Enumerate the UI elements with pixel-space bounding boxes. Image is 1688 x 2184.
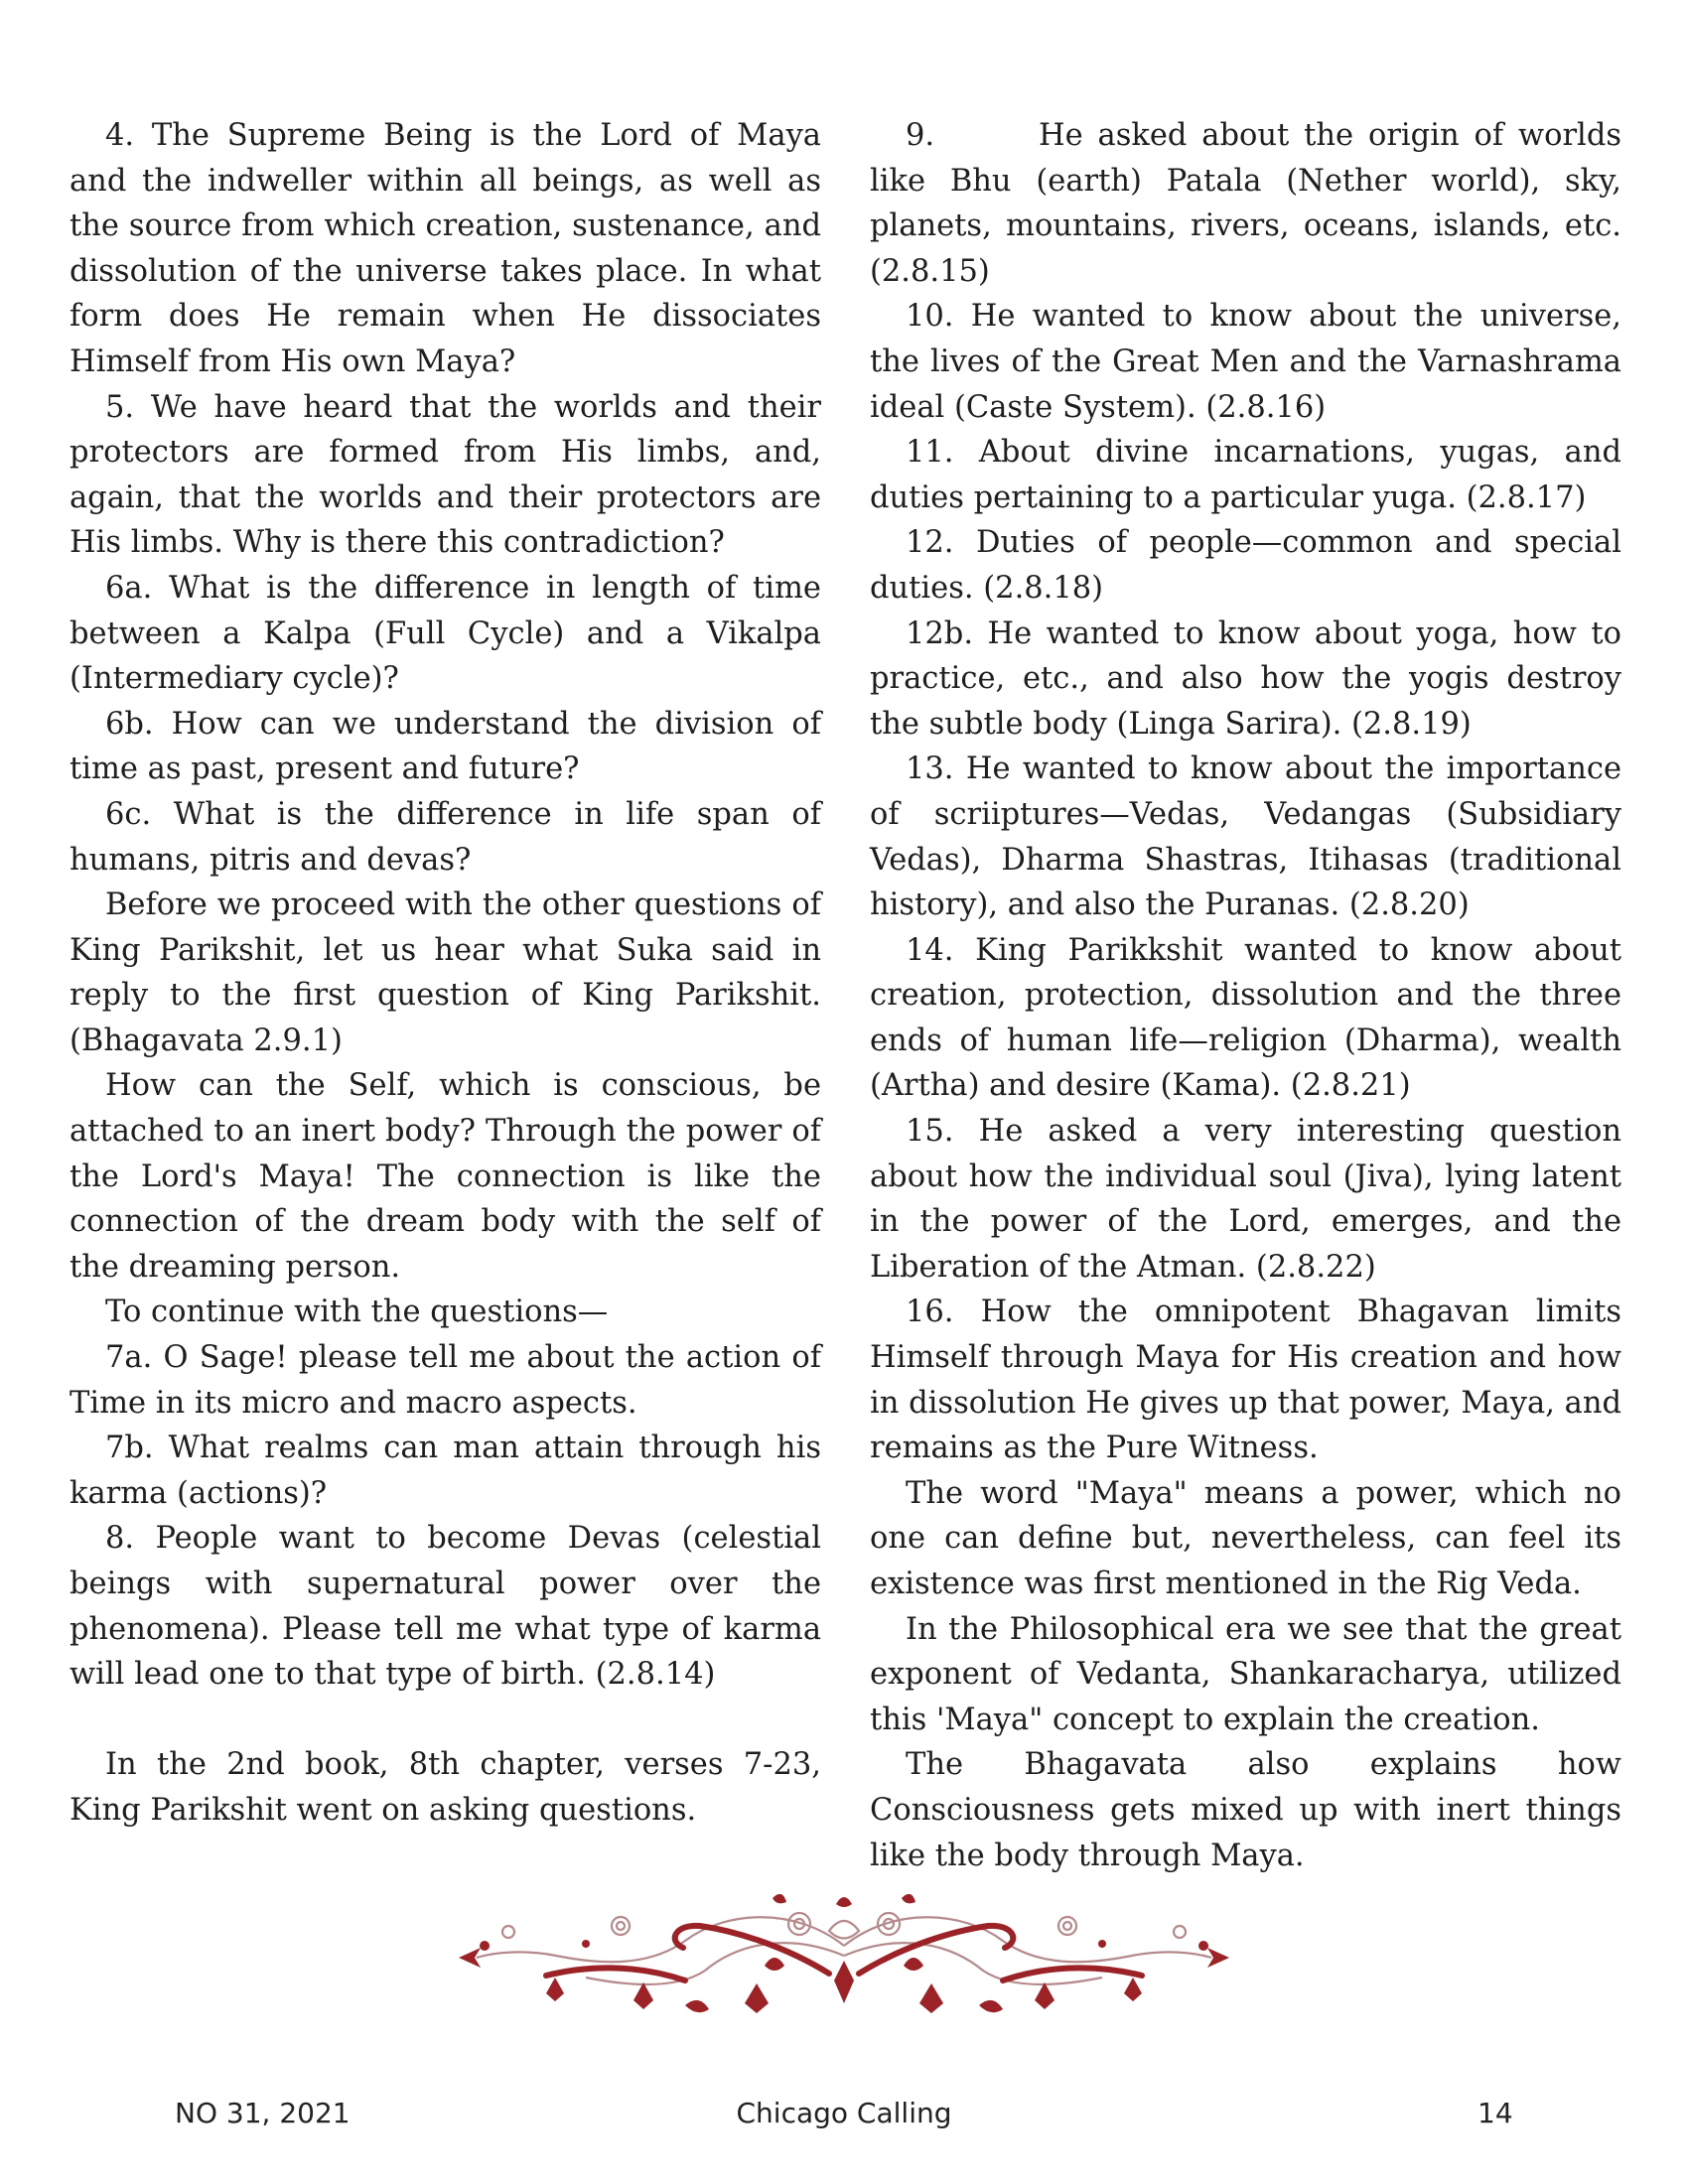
paragraph-q13: 13. He wanted to know about the importance of scriiptures—Vedas, Vedangas (Subsidiary Vedas), Dharma Shastras, Itihasas (traditional history), and also the Puranas. (2.8.20) [870, 751, 1621, 923]
paragraph-q6c: 6c. What is the difference in life span of humans, pitris and devas? [70, 796, 821, 878]
footer-publication: Chicago Calling [736, 2097, 952, 2129]
paragraph-q8: 8. People want to become Devas (celestial beings with supernatural power over the phenomena). Please tell me what type of karma will lead one to that type of birth. (2.8.14) [70, 1521, 821, 1693]
paragraph-suka-intro: Before we proceed with the other questions of King Parikshit, let us hear what Suka said in reply to the first question of King Parikshit. (Bhagavata 2.9.1) [70, 887, 821, 1058]
left-column [70, 113, 821, 1834]
floral-divider-icon [437, 1886, 1251, 2035]
paragraph-book-chapter: In the 2nd book, 8th chapter, verses 7-23, King Parikshit went on asking questions. [70, 1747, 821, 1828]
paragraph-q7b: 7b. What realms can man attain through his karma (actions)? [70, 1431, 821, 1511]
q9-number: 9. [906, 118, 935, 153]
paragraph-q16: 16. How the omnipotent Bhagavan limits Himself through Maya for His creation and how in dissolution He gives up that power, Maya, and remains as the Pure Witness. [870, 1295, 1621, 1466]
paragraph-q9 [870, 113, 1621, 294]
paragraph-q6a: 6a. What is the difference in length of time between a Kalpa (Full Cycle) and a Vikalpa (Intermediary cycle)? [70, 570, 821, 697]
paragraph-continue: To continue with the questions— [105, 1295, 609, 1330]
paragraph-q12: 12. Duties of people—common and special duties. (2.8.18) [870, 525, 1621, 606]
paragraph-q5: 5. We have heard that the worlds and their protectors are formed from His limbs, and, again, that the worlds and their protectors are His limbs. Why is there this contradiction? [70, 389, 821, 561]
paragraph-q6b: 6b. How can we understand the division of time as past, present and future? [70, 706, 821, 787]
paragraph-q14: 14. King Parikkshit wanted to know about creation, protection, dissolution and the three ends of human life—religion (Dharma), wealth (Artha) and desire (Kama). (2.8.21) [870, 932, 1621, 1104]
paragraph-q10: 10. He wanted to know about the universe, the lives of the Great Men and the Varnashrama ideal (Caste System). (2.8.16) [870, 299, 1621, 425]
paragraph-q4: 4. The Supreme Being is the Lord of Maya and the indweller within all beings, as well as the source from which creation, sustenance, and dissolution of the universe takes place. In what form does He remain when He dissociates Himself from His own Maya? [70, 118, 821, 379]
paragraph-q15: 15. He asked a very interesting question about how the individual soul (Jiva), lying latent in the power of the Lord, emerges, and the Liberation of the Atman. (2.8.22) [870, 1114, 1621, 1285]
right-column [870, 113, 1621, 1878]
paragraph-q11: 11. About divine incarnations, yugas, and duties pertaining to a particular yuga. (2.8.17) [870, 435, 1621, 515]
footer-issue: NO 31, 2021 [175, 2097, 351, 2129]
paragraph-suka-reply: How can the Self, which is conscious, be attached to an inert body? Through the power of the Lord's Maya! The connection is like the connection of the dream body with the self of the dreaming person. [70, 1068, 821, 1285]
paragraph-bhagavata-consciousness: The Bhagavata also explains how Consciousness gets mixed up with inert things like the body through Maya. [870, 1747, 1621, 1873]
q9-text: He asked about the origin of worlds like Bhu (earth) Patala (Nether world), sky, planets, mountains, rivers, oceans, islands, etc. (2.8.15) [870, 118, 1621, 289]
paragraph-maya-definition: The word "Maya" means a power, which no one can define but, nevertheless, can feel its existence was first mentioned in the Rig Veda. [870, 1475, 1621, 1601]
footer-page-number: 14 [1477, 2097, 1513, 2129]
paragraph-shankaracharya: In the Philosophical era we see that the great exponent of Vedanta, Shankaracharya, utilized this 'Maya" concept to explain the creation. [870, 1611, 1621, 1737]
paragraph-q12b: 12b. He wanted to know about yoga, how to practice, etc., and also how the yogis destroy the subtle body (Linga Sarira). (2.8.19) [870, 615, 1621, 742]
paragraph-q7a: 7a. O Sage! please tell me about the action of Time in its micro and macro aspects. [70, 1340, 821, 1421]
